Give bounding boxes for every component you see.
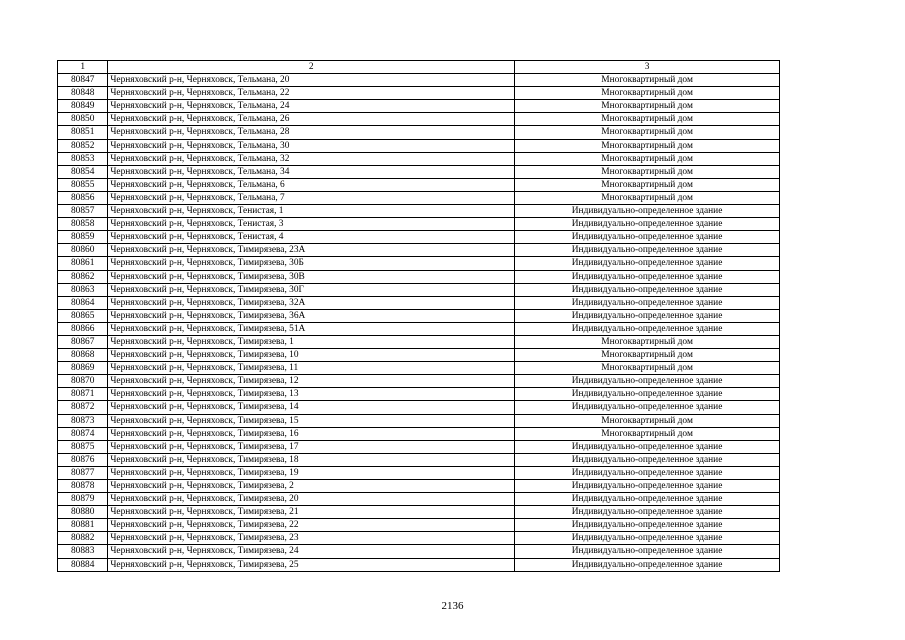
table-row — [58, 165, 780, 178]
address-cell: Черняховский р-н, Черняховск, Тимирязева, 30В — [108, 270, 515, 283]
table-row — [58, 178, 780, 191]
row-id-cell: 80849 — [58, 100, 108, 113]
row-id-cell: 80863 — [58, 283, 108, 296]
building-type-cell: Индивидуально-определенное здание — [515, 545, 780, 558]
address-cell: Черняховский р-н, Черняховск, Тельмана, 24 — [108, 100, 515, 113]
address-cell: Черняховский р-н, Черняховск, Тимирязева, 19 — [108, 466, 515, 479]
table-row — [58, 270, 780, 283]
table-row — [58, 480, 780, 493]
row-id-cell: 80865 — [58, 309, 108, 322]
address-cell: Черняховский р-н, Черняховск, Тенистая, 3 — [108, 218, 515, 231]
table-row — [58, 558, 780, 571]
address-cell: Черняховский р-н, Черняховск, Тимирязева, 32А — [108, 296, 515, 309]
table-row — [58, 257, 780, 270]
address-cell: Черняховский р-н, Черняховск, Тимирязева, 11 — [108, 362, 515, 375]
row-id-cell: 80861 — [58, 257, 108, 270]
address-cell: Черняховский р-н, Черняховск, Тенистая, 4 — [108, 231, 515, 244]
header-col-3: 3 — [515, 61, 780, 74]
building-type-cell: Индивидуально-определенное здание — [515, 296, 780, 309]
building-type-cell: Многоквартирный дом — [515, 113, 780, 126]
row-id-cell: 80871 — [58, 388, 108, 401]
address-cell: Черняховский р-н, Черняховск, Тельмана, 6 — [108, 178, 515, 191]
table-row — [58, 139, 780, 152]
building-type-cell: Многоквартирный дом — [515, 349, 780, 362]
address-cell: Черняховский р-н, Черняховск, Тенистая, 1 — [108, 205, 515, 218]
address-cell: Черняховский р-н, Черняховск, Тельмана, 30 — [108, 139, 515, 152]
building-type-cell: Многоквартирный дом — [515, 87, 780, 100]
building-type-cell: Индивидуально-определенное здание — [515, 506, 780, 519]
address-cell: Черняховский р-н, Черняховск, Тимирязева, 12 — [108, 375, 515, 388]
row-id-cell: 80877 — [58, 466, 108, 479]
table-row — [58, 545, 780, 558]
table-row — [58, 283, 780, 296]
address-cell: Черняховский р-н, Черняховск, Тимирязева, 23 — [108, 532, 515, 545]
header-col-2: 2 — [108, 61, 515, 74]
address-cell: Черняховский р-н, Черняховск, Тимирязева, 20 — [108, 493, 515, 506]
row-id-cell: 80867 — [58, 335, 108, 348]
address-cell: Черняховский р-н, Черняховск, Тимирязева, 30Г — [108, 283, 515, 296]
building-type-cell: Многоквартирный дом — [515, 165, 780, 178]
table-header — [58, 61, 780, 74]
row-id-cell: 80851 — [58, 126, 108, 139]
table-row — [58, 414, 780, 427]
address-cell: Черняховский р-н, Черняховск, Тимирязева, 13 — [108, 388, 515, 401]
address-cell: Черняховский р-н, Черняховск, Тимирязева, 36А — [108, 309, 515, 322]
row-id-cell: 80854 — [58, 165, 108, 178]
address-cell: Черняховский р-н, Черняховск, Тельмана, 32 — [108, 152, 515, 165]
address-cell: Черняховский р-н, Черняховск, Тельмана, 20 — [108, 74, 515, 87]
row-id-cell: 80848 — [58, 87, 108, 100]
table-row — [58, 231, 780, 244]
address-cell: Черняховский р-н, Черняховск, Тельмана, 7 — [108, 191, 515, 204]
row-id-cell: 80869 — [58, 362, 108, 375]
row-id-cell: 80875 — [58, 440, 108, 453]
building-type-cell: Индивидуально-определенное здание — [515, 218, 780, 231]
building-type-cell: Индивидуально-определенное здание — [515, 388, 780, 401]
building-type-cell: Индивидуально-определенное здание — [515, 283, 780, 296]
building-type-cell: Многоквартирный дом — [515, 335, 780, 348]
building-type-cell: Многоквартирный дом — [515, 152, 780, 165]
row-id-cell: 80856 — [58, 191, 108, 204]
address-cell: Черняховский р-н, Черняховск, Тельмана, 34 — [108, 165, 515, 178]
table-row — [58, 244, 780, 257]
address-cell: Черняховский р-н, Черняховск, Тимирязева, 15 — [108, 414, 515, 427]
building-type-cell: Многоквартирный дом — [515, 139, 780, 152]
table-row — [58, 532, 780, 545]
building-type-cell: Индивидуально-определенное здание — [515, 401, 780, 414]
buildings-table — [57, 60, 780, 572]
table-row — [58, 519, 780, 532]
address-cell: Черняховский р-н, Черняховск, Тимирязева, 14 — [108, 401, 515, 414]
table-row — [58, 388, 780, 401]
table-row — [58, 335, 780, 348]
address-cell: Черняховский р-н, Черняховск, Тимирязева, 23А — [108, 244, 515, 257]
building-type-cell: Многоквартирный дом — [515, 427, 780, 440]
row-id-cell: 80880 — [58, 506, 108, 519]
row-id-cell: 80847 — [58, 74, 108, 87]
address-cell: Черняховский р-н, Черняховск, Тельмана, 26 — [108, 113, 515, 126]
building-type-cell: Индивидуально-определенное здание — [515, 309, 780, 322]
building-type-cell: Индивидуально-определенное здание — [515, 244, 780, 257]
address-cell: Черняховский р-н, Черняховск, Тельмана, 28 — [108, 126, 515, 139]
building-type-cell: Многоквартирный дом — [515, 178, 780, 191]
building-type-cell: Многоквартирный дом — [515, 100, 780, 113]
table-row — [58, 113, 780, 126]
row-id-cell: 80868 — [58, 349, 108, 362]
table-row — [58, 191, 780, 204]
address-cell: Черняховский р-н, Черняховск, Тимирязева, 21 — [108, 506, 515, 519]
table-row — [58, 322, 780, 335]
building-type-cell: Индивидуально-определенное здание — [515, 231, 780, 244]
table-row — [58, 401, 780, 414]
table-row — [58, 87, 780, 100]
building-type-cell: Индивидуально-определенное здание — [515, 205, 780, 218]
table-row — [58, 309, 780, 322]
row-id-cell: 80860 — [58, 244, 108, 257]
table-row — [58, 349, 780, 362]
row-id-cell: 80882 — [58, 532, 108, 545]
table-row — [58, 74, 780, 87]
building-type-cell: Индивидуально-определенное здание — [515, 375, 780, 388]
building-type-cell: Многоквартирный дом — [515, 191, 780, 204]
table-row — [58, 466, 780, 479]
building-type-cell: Индивидуально-определенное здание — [515, 493, 780, 506]
address-cell: Черняховский р-н, Черняховск, Тимирязева, 22 — [108, 519, 515, 532]
building-type-cell: Индивидуально-определенное здание — [515, 532, 780, 545]
address-cell: Черняховский р-н, Черняховск, Тимирязева, 1 — [108, 335, 515, 348]
table-row — [58, 506, 780, 519]
row-id-cell: 80874 — [58, 427, 108, 440]
building-type-cell: Многоквартирный дом — [515, 74, 780, 87]
building-type-cell: Индивидуально-определенное здание — [515, 558, 780, 571]
building-type-cell: Индивидуально-определенное здание — [515, 440, 780, 453]
table-row — [58, 375, 780, 388]
row-id-cell: 80855 — [58, 178, 108, 191]
address-cell: Черняховский р-н, Черняховск, Тимирязева, 30Б — [108, 257, 515, 270]
header-row — [58, 61, 780, 74]
row-id-cell: 80872 — [58, 401, 108, 414]
table-row — [58, 296, 780, 309]
address-cell: Черняховский р-н, Черняховск, Тимирязева, 16 — [108, 427, 515, 440]
table-row — [58, 362, 780, 375]
table-row — [58, 440, 780, 453]
building-type-cell: Индивидуально-определенное здание — [515, 270, 780, 283]
page-number: 2136 — [441, 600, 464, 612]
row-id-cell: 80850 — [58, 113, 108, 126]
building-type-cell: Индивидуально-определенное здание — [515, 466, 780, 479]
address-cell: Черняховский р-н, Черняховск, Тимирязева, 18 — [108, 453, 515, 466]
row-id-cell: 80876 — [58, 453, 108, 466]
building-type-cell: Многоквартирный дом — [515, 414, 780, 427]
row-id-cell: 80862 — [58, 270, 108, 283]
row-id-cell: 80881 — [58, 519, 108, 532]
row-id-cell: 80852 — [58, 139, 108, 152]
row-id-cell: 80853 — [58, 152, 108, 165]
row-id-cell: 80879 — [58, 493, 108, 506]
row-id-cell: 80857 — [58, 205, 108, 218]
building-type-cell: Индивидуально-определенное здание — [515, 519, 780, 532]
table-row — [58, 493, 780, 506]
row-id-cell: 80859 — [58, 231, 108, 244]
row-id-cell: 80878 — [58, 480, 108, 493]
row-id-cell: 80866 — [58, 322, 108, 335]
row-id-cell: 80884 — [58, 558, 108, 571]
row-id-cell: 80858 — [58, 218, 108, 231]
row-id-cell: 80864 — [58, 296, 108, 309]
address-cell: Черняховский р-н, Черняховск, Тимирязева, 10 — [108, 349, 515, 362]
building-type-cell: Индивидуально-определенное здание — [515, 322, 780, 335]
table-row — [58, 427, 780, 440]
building-type-cell: Многоквартирный дом — [515, 126, 780, 139]
row-id-cell: 80883 — [58, 545, 108, 558]
table-body — [58, 74, 780, 572]
table-row — [58, 126, 780, 139]
building-type-cell: Многоквартирный дом — [515, 362, 780, 375]
building-type-cell: Индивидуально-определенное здание — [515, 453, 780, 466]
row-id-cell: 80870 — [58, 375, 108, 388]
building-type-cell: Индивидуально-определенное здание — [515, 480, 780, 493]
row-id-cell: 80873 — [58, 414, 108, 427]
address-cell: Черняховский р-н, Черняховск, Тимирязева, 17 — [108, 440, 515, 453]
address-cell: Черняховский р-н, Черняховск, Тимирязева, 51А — [108, 322, 515, 335]
table-row — [58, 205, 780, 218]
building-type-cell: Индивидуально-определенное здание — [515, 257, 780, 270]
address-cell: Черняховский р-н, Черняховск, Тимирязева, 25 — [108, 558, 515, 571]
address-cell: Черняховский р-н, Черняховск, Тельмана, 22 — [108, 87, 515, 100]
address-cell: Черняховский р-н, Черняховск, Тимирязева, 2 — [108, 480, 515, 493]
header-col-1: 1 — [58, 61, 108, 74]
table-row — [58, 218, 780, 231]
address-cell: Черняховский р-н, Черняховск, Тимирязева, 24 — [108, 545, 515, 558]
table-row — [58, 100, 780, 113]
table-row — [58, 453, 780, 466]
table-row — [58, 152, 780, 165]
